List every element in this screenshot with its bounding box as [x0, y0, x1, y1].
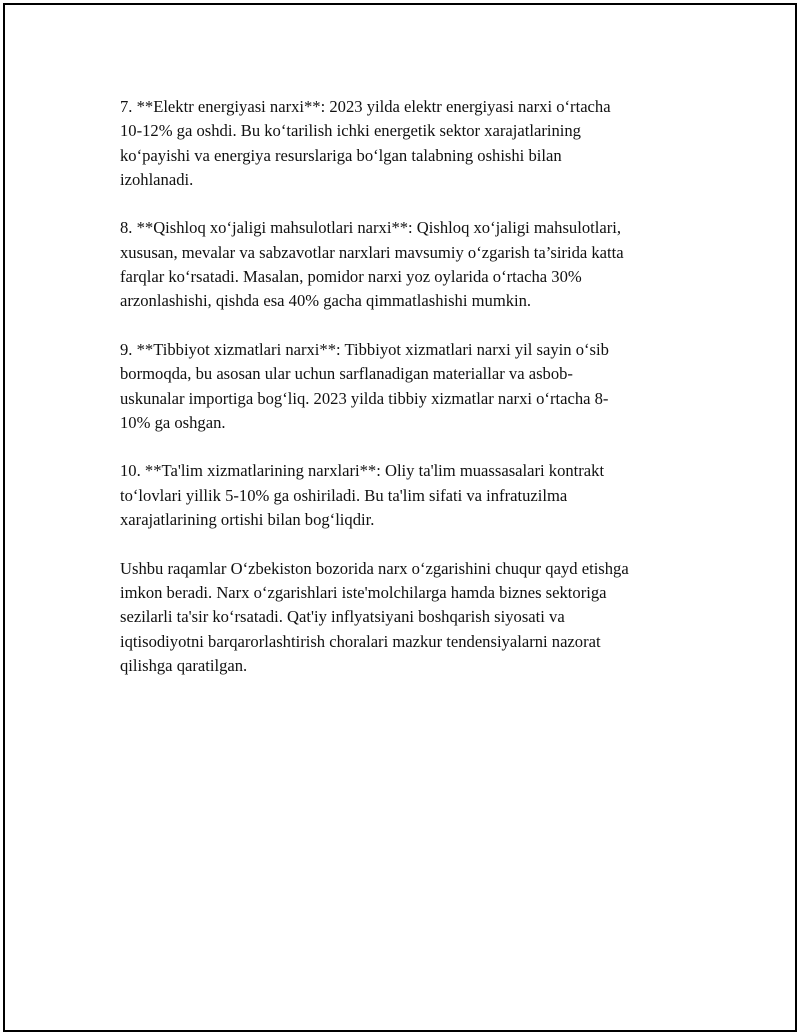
paragraph-agricultural-prices: 8. **Qishloq xo‘jaligi mahsulotlari narxi**: Qishloq xo‘jaligi mahsulotlari, xususan, mevalar va sabzavotlar narxlari mavsumiy o‘zgarish ta’sirida katta farqlar ko‘rsatadi. Masalan, pomidor narxi yoz oylarida o‘rtacha 30% arzonlashishi, qishda esa 40% gacha qimmatlashishi mumkin.: [120, 218, 624, 311]
paragraph-conclusion: Ushbu raqamlar O‘zbekiston bozorida narx o‘zgarishini chuqur qayd etishga imkon beradi. Narx o‘zgarishlari iste'molchilarga hamda biznes sektoriga sezilarli ta'sir ko‘rsatadi. Qat'iy inflyatsiyani boshqarish siyosati va iqtisodiyotni barqarorlashtirish choralari mazkur tendensiyalarni nazorat qilishga qaratilgan.: [120, 558, 629, 675]
paragraph-electricity-price: 7. **Elektr energiyasi narxi**: 2023 yilda elektr energiyasi narxi o‘rtacha 10-12% ga oshdi. Bu ko‘tarilish ichki energetik sektor xarajatlarining ko‘payishi va energiya resurslariga bo‘lgan talabning oshishi bilan izohlanadi.: [120, 97, 611, 189]
document-body: [120, 95, 695, 702]
paragraph-medical-services-price: 9. **Tibbiyot xizmatlari narxi**: Tibbiyot xizmatlari narxi yil sayin o‘sib bormoqda, bu asosan ular uchun sarflanadigan materiallar va asbob- uskunalar importiga bog‘liq. 2023 yilda tibbiy xizmatlar narxi o‘rtacha 8- 10% ga oshgan.: [120, 339, 609, 432]
document-page: [3, 3, 797, 1032]
paragraph-education-prices: 10. **Ta'lim xizmatlarining narxlari**: Oliy ta'lim muassasalari kontrakt to‘lovlari yillik 5-10% ga oshiriladi. Bu ta'lim sifati va infratuzilma xarajatlarining ortishi bilan bog‘liqdir.: [120, 461, 605, 530]
